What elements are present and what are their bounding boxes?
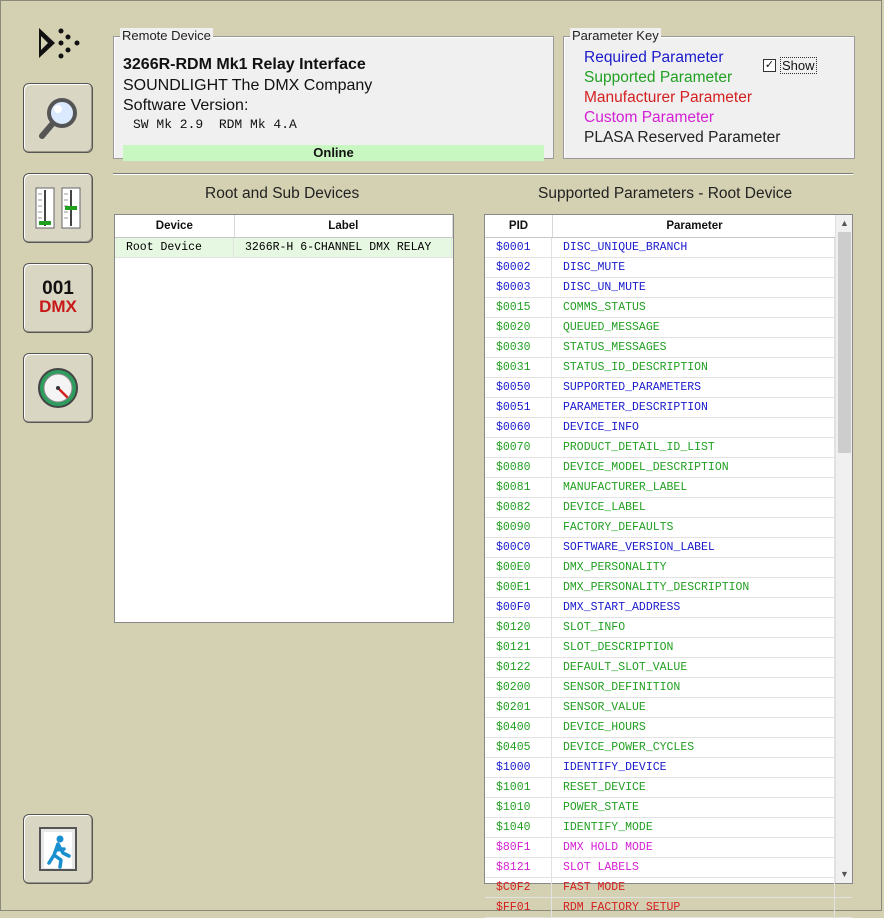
parameter-cell: SLOT_INFO (552, 618, 835, 637)
parameter-cell: DMX_PERSONALITY (552, 558, 835, 577)
table-row[interactable] (485, 758, 852, 778)
pid-cell: $0070 (485, 438, 552, 457)
key-required: Required Parameter (584, 49, 724, 66)
label-cell: 3266R-H 6-CHANNEL DMX RELAY (234, 238, 452, 257)
table-row[interactable] (485, 298, 852, 318)
parameter-cell: DMX_START_ADDRESS (552, 598, 835, 617)
table-row[interactable] (485, 898, 852, 918)
table-row[interactable] (485, 498, 852, 518)
status-badge: Online (123, 145, 544, 161)
parameter-cell: PARAMETER_DESCRIPTION (552, 398, 835, 417)
table-row[interactable] (485, 478, 852, 498)
device-company: SOUNDLIGHT The DMX Company (123, 77, 373, 94)
table-row[interactable] (485, 458, 852, 478)
pid-cell: $C0F2 (485, 878, 552, 897)
parameter-cell: SENSOR_VALUE (552, 698, 835, 717)
pid-cell: $0200 (485, 678, 552, 697)
table-row[interactable] (485, 878, 852, 898)
table-row[interactable] (485, 858, 852, 878)
table-row[interactable] (485, 698, 852, 718)
parameter-cell: IDENTIFY_DEVICE (552, 758, 835, 777)
table-row[interactable] (485, 258, 852, 278)
parameter-cell: RESET_DEVICE (552, 778, 835, 797)
parameter-cell: DEVICE_POWER_CYCLES (552, 738, 835, 757)
table-row[interactable] (485, 738, 852, 758)
table-row[interactable] (485, 538, 852, 558)
device-name: 3266R-RDM Mk1 Relay Interface (123, 56, 366, 73)
pid-cell: $0031 (485, 358, 552, 377)
parameters-table-header (485, 215, 852, 238)
table-row[interactable] (485, 598, 852, 618)
parameter-cell: FAST MODE (552, 878, 835, 897)
faders-icon (33, 184, 83, 232)
software-version-value: SW Mk 2.9 RDM Mk 4.A (133, 117, 297, 132)
parameter-cell: COMMS_STATUS (552, 298, 835, 317)
table-row[interactable] (485, 778, 852, 798)
parameter-cell: SUPPORTED_PARAMETERS (552, 378, 835, 397)
pid-cell: $0201 (485, 698, 552, 717)
table-row[interactable] (485, 438, 852, 458)
column-header-pid[interactable]: PID (485, 215, 553, 237)
parameter-cell: DMX HOLD MODE (552, 838, 835, 857)
parameters-table[interactable] (484, 214, 853, 914)
pid-cell: $0082 (485, 498, 552, 517)
soundlight-logo-icon (37, 24, 81, 64)
parameter-cell: PRODUCT_DETAIL_ID_LIST (552, 438, 835, 457)
parameter-cell: FACTORY_DEFAULTS (552, 518, 835, 537)
show-label: Show (782, 58, 815, 73)
exit-button[interactable] (23, 814, 93, 884)
pid-cell: $0120 (485, 618, 552, 637)
table-row[interactable] (485, 278, 852, 298)
gauge-button[interactable] (23, 353, 93, 423)
remote-device-title: Remote Device (122, 28, 211, 43)
parameter-cell: DEFAULT_SLOT_VALUE (552, 658, 835, 677)
pid-cell: $0003 (485, 278, 552, 297)
table-row[interactable] (485, 818, 852, 838)
pid-cell: $0121 (485, 638, 552, 657)
scrollbar-thumb[interactable] (838, 232, 851, 453)
table-row[interactable] (485, 658, 852, 678)
pid-cell: $FF01 (485, 898, 552, 917)
pid-cell: $0080 (485, 458, 552, 477)
remote-device-group (113, 28, 554, 160)
parameter-key-group (563, 28, 855, 159)
pid-cell: $00F0 (485, 598, 552, 617)
pid-cell: $00E1 (485, 578, 552, 597)
faders-button[interactable] (23, 173, 93, 243)
table-row[interactable] (485, 638, 852, 658)
pid-cell: $0030 (485, 338, 552, 357)
table-row[interactable] (485, 718, 852, 738)
device-cell: Root Device (115, 238, 234, 257)
parameter-cell: SLOT_DESCRIPTION (552, 638, 835, 657)
parameter-cell: DISC_MUTE (552, 258, 835, 277)
table-row[interactable] (485, 338, 852, 358)
pid-cell: $80F1 (485, 838, 552, 857)
parameter-cell: IDENTIFY_MODE (552, 818, 835, 837)
pid-cell: $0020 (485, 318, 552, 337)
parameters-rows (485, 238, 852, 918)
checkmark-icon[interactable]: ✓ (764, 59, 775, 71)
show-checkbox[interactable] (763, 57, 817, 74)
table-row[interactable] (485, 518, 852, 538)
key-manufacturer: Manufacturer Parameter (584, 89, 752, 106)
parameter-cell: DMX_PERSONALITY_DESCRIPTION (552, 578, 835, 597)
pid-cell: $0015 (485, 298, 552, 317)
parameter-cell: DEVICE_INFO (552, 418, 835, 437)
table-row[interactable] (485, 578, 852, 598)
table-row[interactable] (485, 318, 852, 338)
pid-cell: $00C0 (485, 538, 552, 557)
table-row[interactable] (485, 358, 852, 378)
pid-cell: $0400 (485, 718, 552, 737)
pid-cell: $1040 (485, 818, 552, 837)
scroll-up-icon[interactable]: ▲ (840, 218, 849, 228)
table-row[interactable] (485, 558, 852, 578)
column-header-label[interactable]: Label (235, 215, 453, 237)
pid-cell: $0060 (485, 418, 552, 437)
devices-table[interactable] (114, 214, 454, 623)
parameter-cell: SLOT LABELS (552, 858, 835, 877)
parameter-cell: DISC_UNIQUE_BRANCH (552, 238, 835, 257)
table-row[interactable] (115, 238, 453, 258)
table-row[interactable] (485, 838, 852, 858)
pid-cell: $0002 (485, 258, 552, 277)
devices-heading: Root and Sub Devices (205, 185, 360, 202)
devices-table-header (115, 215, 453, 238)
pid-cell: $0090 (485, 518, 552, 537)
table-row[interactable] (485, 678, 852, 698)
parameter-cell: MANUFACTURER_LABEL (552, 478, 835, 497)
parameters-heading: Supported Parameters - Root Device (538, 185, 793, 202)
parameter-cell: RDM FACTORY SETUP (552, 898, 835, 917)
parameter-cell: DEVICE_MODEL_DESCRIPTION (552, 458, 835, 477)
pid-cell: $0405 (485, 738, 552, 757)
parameter-key-title: Parameter Key (572, 28, 659, 43)
pid-cell: $0001 (485, 238, 552, 257)
parameter-cell: QUEUED_MESSAGE (552, 318, 835, 337)
table-row[interactable] (485, 798, 852, 818)
key-custom: Custom Parameter (584, 109, 715, 126)
divider (113, 173, 853, 175)
magnifier-icon (34, 94, 82, 142)
software-version-label: Software Version: (123, 97, 249, 114)
vertical-scrollbar[interactable] (835, 215, 852, 883)
parameter-cell: SOFTWARE_VERSION_LABEL (552, 538, 835, 557)
dmx-address-icon: 001 DMX (39, 278, 77, 316)
table-row[interactable] (485, 378, 852, 398)
table-row[interactable] (485, 398, 852, 418)
column-header-device[interactable]: Device (115, 215, 235, 237)
pid-cell: $1010 (485, 798, 552, 817)
search-device-button[interactable] (23, 83, 93, 153)
parameter-cell: POWER_STATE (552, 798, 835, 817)
table-row[interactable] (485, 618, 852, 638)
pid-cell: $00E0 (485, 558, 552, 577)
column-header-parameter[interactable]: Parameter (553, 215, 837, 237)
scroll-down-icon[interactable]: ▼ (840, 869, 849, 879)
parameter-cell: DEVICE_HOURS (552, 718, 835, 737)
key-supported: Supported Parameter (584, 69, 733, 86)
exit-icon (36, 825, 80, 873)
gauge-icon (36, 366, 80, 410)
pid-cell: $1000 (485, 758, 552, 777)
parameter-cell: SENSOR_DEFINITION (552, 678, 835, 697)
key-plasa: PLASA Reserved Parameter (584, 129, 781, 146)
parameter-cell: DISC_UN_MUTE (552, 278, 835, 297)
parameter-cell: DEVICE_LABEL (552, 498, 835, 517)
table-row[interactable] (485, 418, 852, 438)
pid-cell: $0081 (485, 478, 552, 497)
parameter-cell: STATUS_ID_DESCRIPTION (552, 358, 835, 377)
parameter-cell: STATUS_MESSAGES (552, 338, 835, 357)
pid-cell: $0051 (485, 398, 552, 417)
pid-cell: $0122 (485, 658, 552, 677)
pid-cell: $8121 (485, 858, 552, 877)
table-row[interactable] (485, 238, 852, 258)
pid-cell: $1001 (485, 778, 552, 797)
dmx-address-button[interactable] (23, 263, 93, 333)
pid-cell: $0050 (485, 378, 552, 397)
